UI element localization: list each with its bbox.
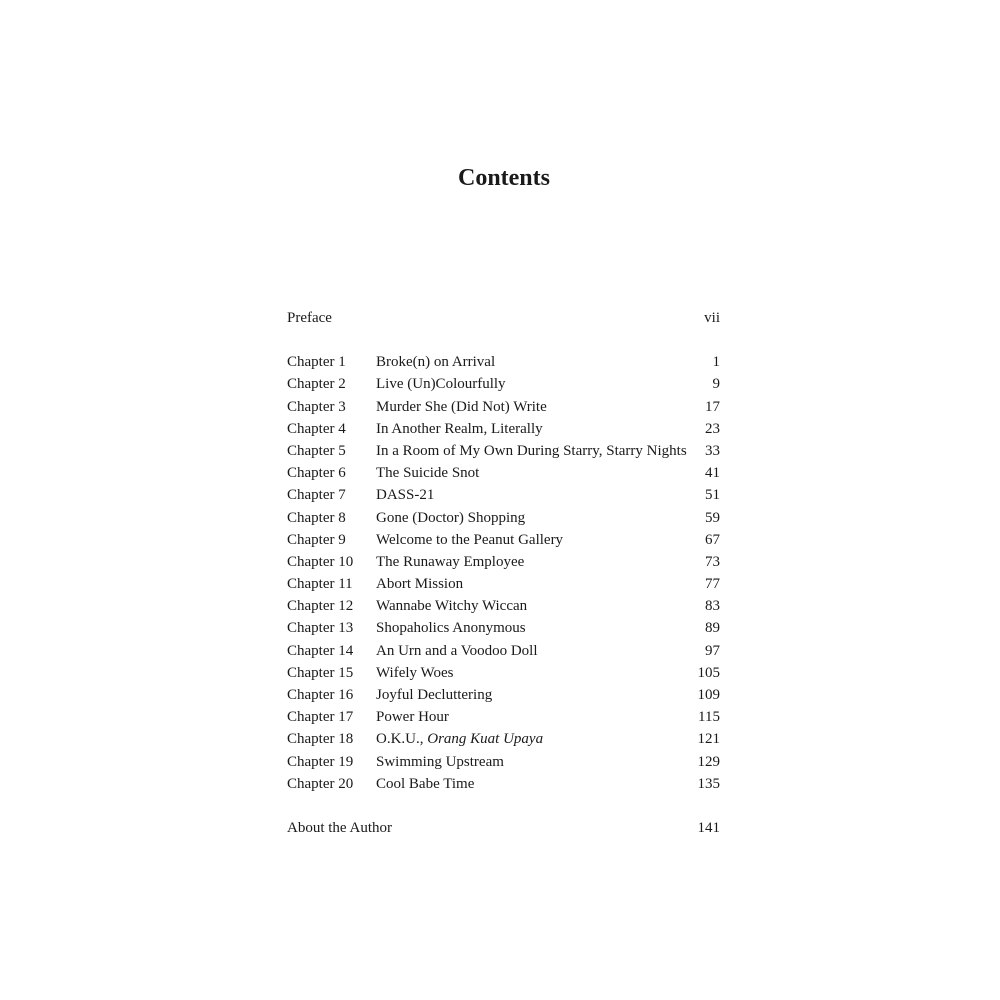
chapter-title-text: Joyful Decluttering (376, 687, 493, 703)
chapter-title (376, 551, 690, 573)
chapter-title (376, 484, 690, 506)
toc-entry-chapter (287, 373, 720, 395)
entry-title: Preface (287, 310, 332, 326)
chapter-title (376, 529, 690, 551)
chapter-label: Chapter 20 (287, 775, 354, 792)
chapter-title-text: Cool Babe Time (376, 775, 475, 792)
chapter-page-number: 59 (705, 509, 720, 526)
toc-entry-chapter (287, 418, 720, 440)
chapter-page-number: 77 (705, 576, 720, 593)
chapter-title (376, 373, 690, 395)
toc-entry-chapter (287, 728, 720, 750)
chapter-title-text: In a Room of My Own During Starry, Starry Nights (376, 442, 687, 459)
table-of-contents (287, 307, 720, 839)
chapter-title-text: The Runaway Employee (376, 553, 525, 570)
chapter-title-text: Shopaholics Anonymous (376, 620, 526, 637)
chapter-title (376, 684, 690, 706)
toc-entry-chapter (287, 706, 720, 728)
chapter-title (376, 617, 690, 639)
toc-entry-chapter (287, 751, 720, 773)
chapter-page-number: 89 (705, 620, 720, 637)
chapter-title (376, 440, 690, 462)
chapter-label: Chapter 1 (287, 354, 346, 371)
chapter-title-text: In Another Realm, Literally (376, 420, 543, 437)
toc-entry-preface (287, 307, 720, 329)
chapter-label: Chapter 2 (287, 376, 346, 393)
chapter-title-italic-text: Orang Kuat Upaya (427, 731, 544, 748)
chapter-label: Chapter 6 (287, 465, 346, 482)
toc-entry-chapter (287, 396, 720, 418)
chapter-title-text: Welcome to the Peanut Gallery (376, 531, 564, 548)
chapter-title-text: Wifely Woes (376, 664, 454, 681)
chapter-page-number: 33 (705, 442, 720, 459)
chapter-label: Chapter 16 (287, 687, 354, 703)
toc-entry-chapter (287, 684, 720, 706)
chapter-label: Chapter 17 (287, 709, 354, 726)
chapter-page-number: 135 (697, 775, 720, 792)
chapter-label: Chapter 18 (287, 731, 354, 748)
toc-entry-chapter (287, 573, 720, 595)
toc-entry-chapter (287, 440, 720, 462)
chapter-list (287, 351, 720, 795)
chapter-title (376, 640, 690, 662)
chapter-title-text: Broke(n) on Arrival (376, 354, 496, 371)
chapter-title-text: The Suicide Snot (376, 465, 480, 482)
entry-page-number: 141 (697, 819, 720, 836)
chapter-page-number: 1 (712, 354, 720, 371)
chapter-title-text: An Urn and a Voodoo Doll (376, 642, 538, 659)
toc-entry-chapter (287, 507, 720, 529)
chapter-title-text: Wannabe Witchy Wiccan (376, 598, 528, 615)
chapter-label: Chapter 7 (287, 487, 346, 504)
chapter-title-text: Gone (Doctor) Shopping (376, 509, 526, 526)
entry-page-number: vii (704, 310, 720, 326)
chapter-title-text: Murder She (Did Not) Write (376, 398, 547, 415)
chapter-title-text: Swimming Upstream (376, 753, 504, 770)
chapter-page-number: 9 (712, 376, 720, 393)
toc-entry-chapter (287, 529, 720, 551)
chapter-label: Chapter 19 (287, 753, 354, 770)
toc-entry-chapter (287, 595, 720, 617)
toc-entry-chapter (287, 351, 720, 373)
entry-title: About the Author (287, 819, 392, 836)
toc-entry-about-the-author (287, 817, 720, 839)
chapter-page-number: 109 (697, 687, 720, 703)
chapter-label: Chapter 9 (287, 531, 346, 548)
chapter-title (376, 351, 690, 373)
chapter-label: Chapter 3 (287, 398, 346, 415)
toc-entry-chapter (287, 640, 720, 662)
chapter-title (376, 773, 690, 795)
chapter-label: Chapter 15 (287, 664, 354, 681)
chapter-page-number: 129 (697, 753, 720, 770)
toc-entry-chapter (287, 462, 720, 484)
toc-entry-chapter (287, 551, 720, 573)
toc-entry-chapter (287, 773, 720, 795)
chapter-label: Chapter 14 (287, 642, 354, 659)
chapter-page-number: 83 (705, 598, 720, 615)
toc-entry-chapter (287, 662, 720, 684)
chapter-page-number: 121 (697, 731, 720, 748)
chapter-title (376, 462, 690, 484)
chapter-page-number: 67 (705, 531, 720, 548)
chapter-title (376, 507, 690, 529)
chapter-page-number: 41 (705, 465, 720, 482)
chapter-title-text: Abort Mission (376, 576, 464, 593)
chapter-label: Chapter 11 (287, 576, 353, 593)
chapter-title (376, 728, 690, 750)
chapter-page-number: 23 (705, 420, 720, 437)
chapter-label: Chapter 5 (287, 442, 346, 459)
chapter-title (376, 418, 690, 440)
chapter-title (376, 706, 690, 728)
chapter-label: Chapter 8 (287, 509, 346, 526)
chapter-page-number: 17 (705, 398, 720, 415)
chapter-label: Chapter 13 (287, 620, 354, 637)
chapter-title (376, 751, 690, 773)
chapter-title-text: O.K.U., (376, 731, 428, 748)
chapter-title (376, 595, 690, 617)
chapter-title (376, 396, 690, 418)
chapter-label: Chapter 10 (287, 553, 354, 570)
chapter-label: Chapter 12 (287, 598, 354, 615)
chapter-label: Chapter 4 (287, 420, 346, 437)
chapter-page-number: 105 (697, 664, 720, 681)
toc-entry-chapter (287, 484, 720, 506)
chapter-title-text: Live (Un)Colourfully (376, 376, 506, 393)
chapter-title-text: Power Hour (376, 709, 449, 726)
chapter-page-number: 97 (705, 642, 720, 659)
contents-heading: Contents (457, 165, 550, 191)
chapter-page-number: 73 (705, 553, 720, 570)
chapter-page-number: 115 (698, 709, 720, 726)
chapter-title-text: DASS-21 (376, 487, 435, 504)
chapter-title (376, 573, 690, 595)
chapter-page-number: 51 (705, 487, 720, 504)
chapter-title (376, 662, 690, 684)
toc-entry-chapter (287, 617, 720, 639)
